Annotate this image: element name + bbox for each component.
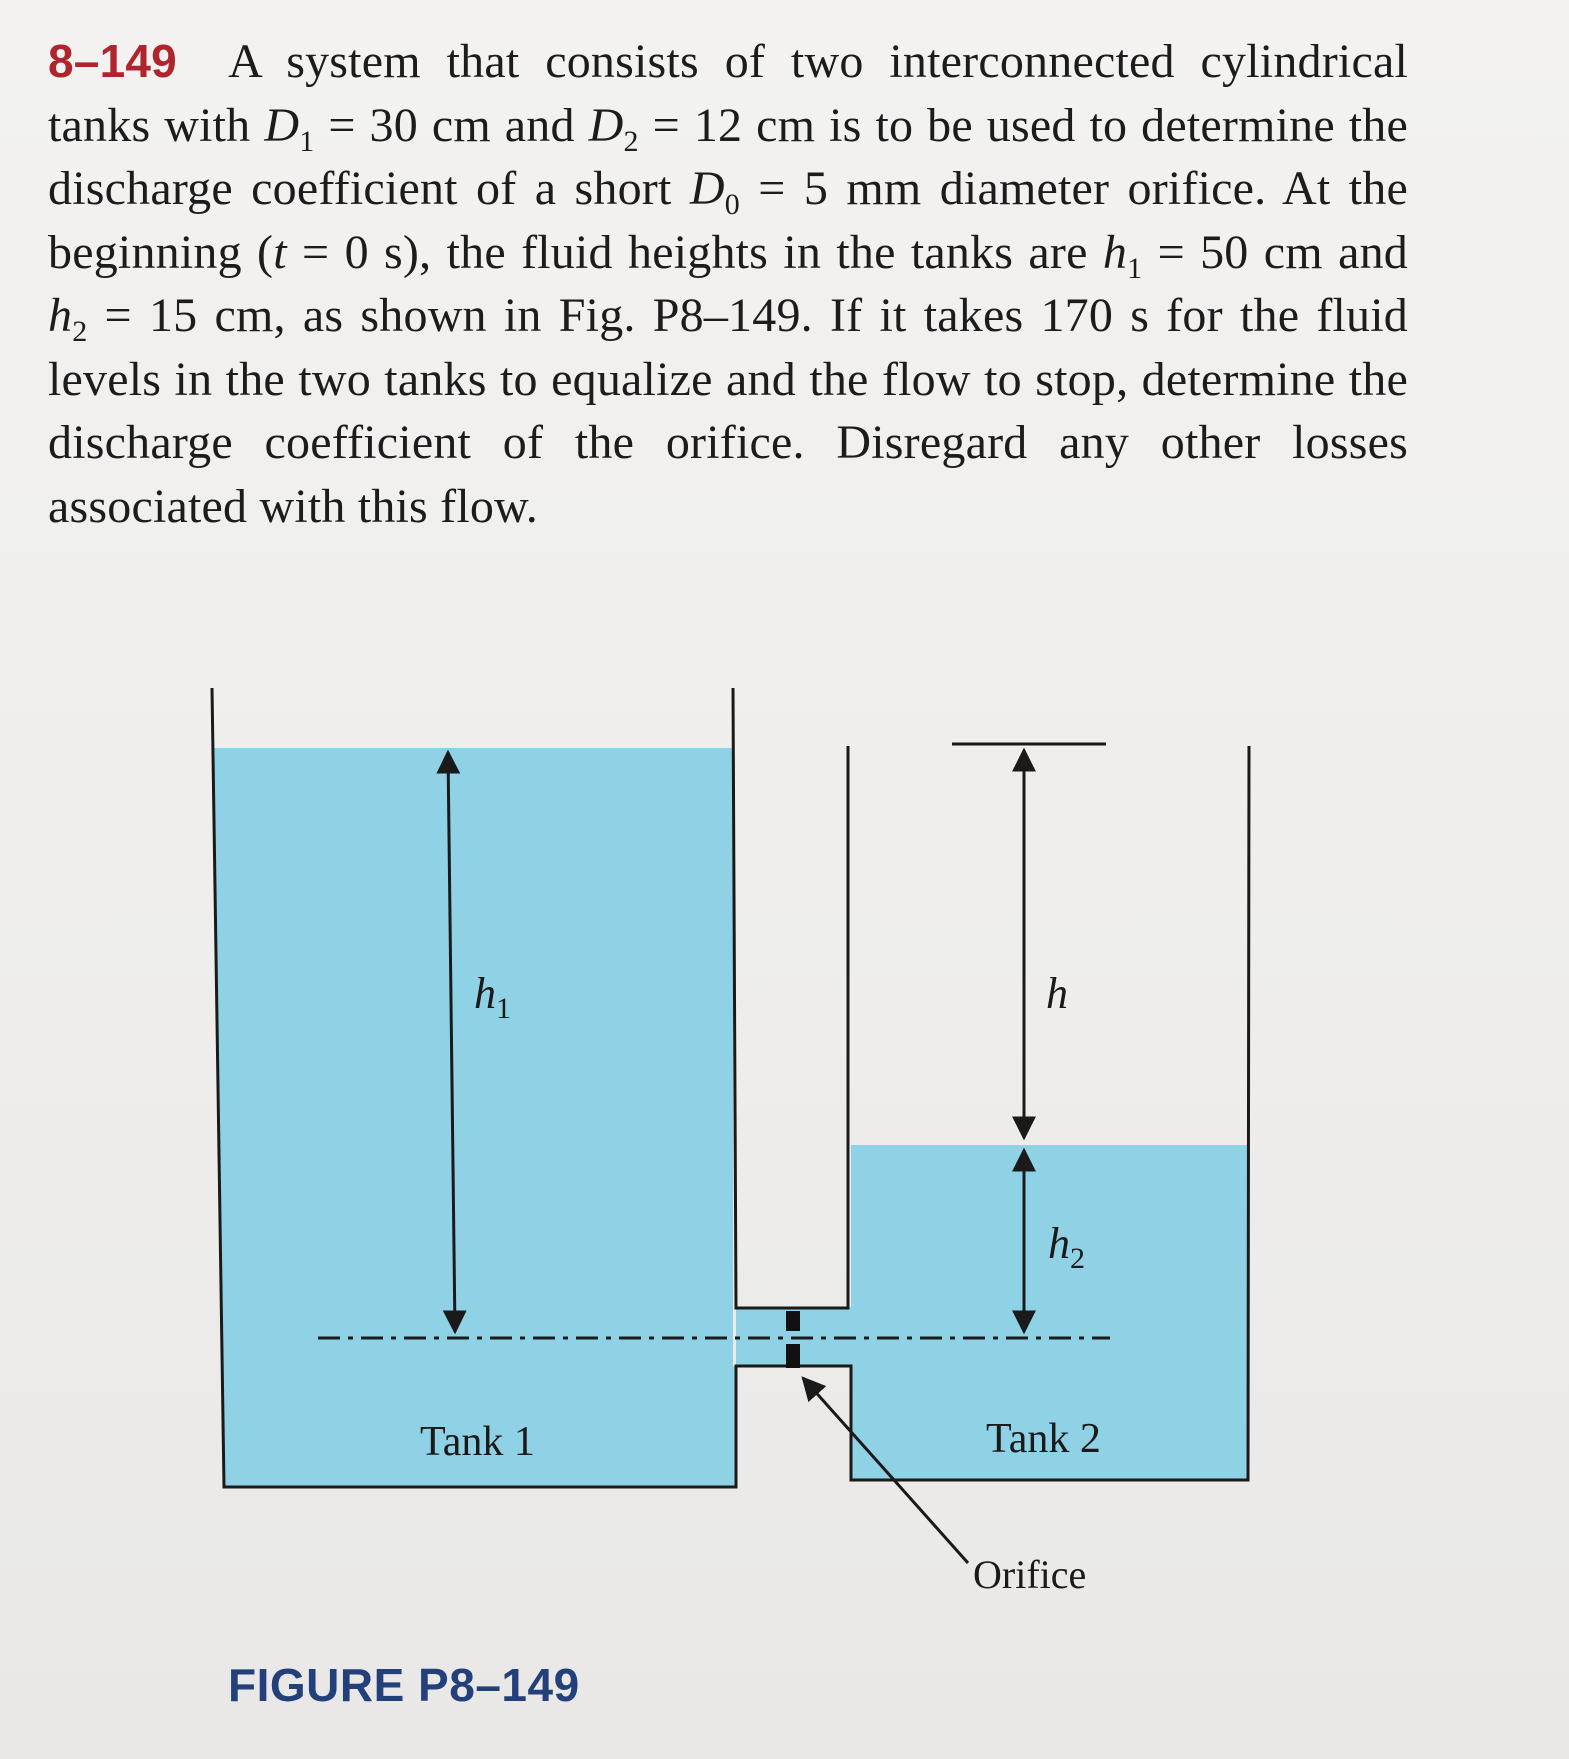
math-variable: D bbox=[264, 98, 300, 152]
text-run: = 30 cm and bbox=[314, 98, 589, 152]
math-variable: h bbox=[48, 289, 73, 342]
text-run: = 15 cm, as shown in Fig. P8–149. If it takes 170 s for the fluid levels in the two tanks to equalize and the flow to stop, determine the discharge coefficient of the orifice. Disregard any other losses associated with this flow. bbox=[48, 289, 1408, 533]
tank2-label: Tank 2 bbox=[986, 1416, 1101, 1462]
math-subscript: 1 bbox=[299, 124, 315, 158]
h2-label-subscript: 2 bbox=[1070, 1242, 1085, 1275]
math-subscript: 0 bbox=[724, 188, 740, 221]
math-subscript: 1 bbox=[1127, 251, 1143, 285]
text-run: = 12 cm is to be used to determine the discharge coefficient of a short bbox=[48, 98, 1408, 215]
text-run: = 0 s), the fluid heights in the tanks are bbox=[286, 225, 1103, 279]
figure-caption: FIGURE P8–149 bbox=[228, 1659, 580, 1711]
orifice-label: Orifice bbox=[973, 1552, 1087, 1597]
text-run: A system that consists of two interconnected cylindrical tanks with bbox=[48, 35, 1408, 152]
math-variable: D bbox=[588, 98, 624, 152]
tank1-label: Tank 1 bbox=[420, 1419, 535, 1465]
problem-number: 8–149 bbox=[48, 35, 177, 87]
tank1-water bbox=[214, 748, 854, 1487]
text-run: = 50 cm and bbox=[1142, 225, 1408, 279]
math-subscript: 2 bbox=[72, 315, 88, 348]
math-subscript: 2 bbox=[623, 124, 639, 158]
h2-label: $h_2$ bbox=[1048, 1219, 1085, 1275]
text-run: = 5 mm diameter orifice. At the beginning ( bbox=[48, 162, 1409, 279]
math-variable: D bbox=[689, 162, 725, 215]
h1-label-subscript: 1 bbox=[496, 992, 511, 1025]
h1-label: $h_1$ bbox=[474, 969, 511, 1025]
tank1-right-wall bbox=[733, 688, 848, 1308]
h-label: h bbox=[1046, 969, 1068, 1018]
math-variable: t bbox=[273, 225, 287, 279]
orifice-plate-top bbox=[786, 1311, 800, 1331]
math-variable: h bbox=[1102, 225, 1128, 279]
orifice-plate-bottom bbox=[786, 1344, 800, 1368]
